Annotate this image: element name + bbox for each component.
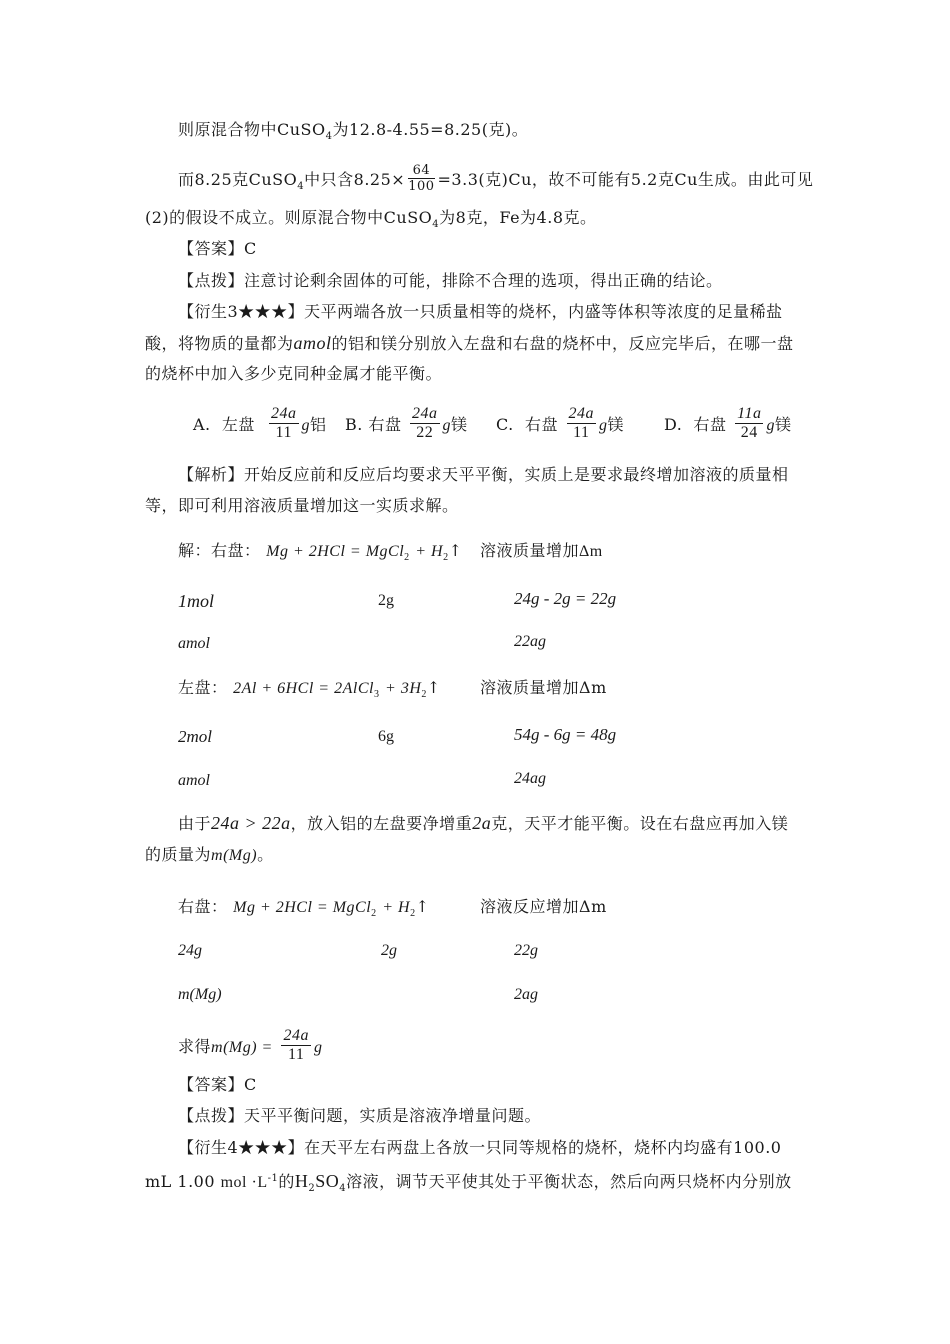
- option-side: 左盘: [221, 415, 255, 434]
- metal: 镁: [774, 415, 792, 434]
- subscript: 4: [339, 1183, 347, 1194]
- label: 求得: [178, 1037, 212, 1056]
- text: 的质量为: [145, 845, 212, 864]
- label: 右盘：: [178, 897, 228, 916]
- option-letter: B.: [345, 415, 363, 434]
- fraction: [408, 163, 434, 194]
- option-letter: C.: [496, 415, 514, 434]
- numerator: 24a: [283, 1027, 309, 1044]
- text: 克，天平才能平衡。设在右盘应再加入镁: [491, 814, 789, 833]
- text: 则原混合物中CuSO: [178, 120, 326, 139]
- result-line: [178, 1029, 322, 1066]
- subscript: 4: [325, 131, 333, 142]
- numerator: 24a: [412, 405, 438, 422]
- fraction: [735, 405, 763, 442]
- subscript: 2: [443, 552, 449, 563]
- fraction: [567, 405, 597, 442]
- equation-tail: [480, 678, 607, 698]
- gas-arrow: ↑: [448, 541, 463, 560]
- denominator: 11: [275, 424, 292, 441]
- metal: 镁: [607, 415, 625, 434]
- unit: g: [313, 1039, 323, 1056]
- variable: amol: [293, 333, 332, 353]
- text: 溶液质量增加: [480, 678, 580, 697]
- text-line: [178, 120, 528, 147]
- text: 溶液质量增加: [480, 541, 580, 560]
- subscript: 2: [371, 908, 377, 919]
- text: 中只含8.25×: [304, 170, 406, 189]
- inequality: 24a > 22a: [211, 813, 291, 833]
- equation: + 3H: [385, 680, 422, 697]
- text: 的: [278, 1172, 295, 1191]
- cell: 54g - 6g = 48g: [514, 725, 617, 744]
- text: =3.3(克)Cu，故不可能有5.2克Cu生成。由此可见: [437, 170, 814, 189]
- subscript: 2: [421, 689, 427, 700]
- fraction: [281, 1027, 311, 1064]
- unit: g: [599, 417, 608, 434]
- option-side: 右盘: [693, 415, 727, 434]
- label: 解：右盘：: [178, 541, 261, 560]
- unit: g: [301, 417, 310, 434]
- gas-arrow: ↑: [415, 897, 430, 916]
- option-d: [664, 407, 791, 444]
- text: 。: [257, 845, 274, 864]
- analysis-line: 等，即可利用溶液质量增加这一实质求解。: [145, 496, 459, 515]
- equation-line: [178, 541, 463, 568]
- cell: 24ag: [514, 770, 546, 787]
- text: 而8.25克CuSO: [178, 170, 298, 189]
- numerator: 24a: [271, 405, 297, 422]
- denominator: 11: [573, 424, 590, 441]
- text: 为12.8-4.55=8.25(克)。: [332, 120, 529, 139]
- subscript: 2: [308, 1183, 316, 1194]
- metal: 镁: [451, 415, 468, 434]
- fraction: [410, 405, 440, 442]
- answer-line: 【答案】C: [178, 239, 257, 258]
- option-letter: D.: [664, 415, 683, 434]
- text: mL 1.00: [145, 1172, 216, 1191]
- question-line: 【衍生4★★★】在天平左右两盘上各放一只同等规格的烧杯，烧杯内均盛有100.0: [178, 1138, 782, 1157]
- gas-arrow: ↑: [426, 678, 441, 697]
- question-line: 的烧杯中加入多少克同种金属才能平衡。: [145, 364, 443, 383]
- text-line: [145, 845, 274, 866]
- subscript: 4: [432, 219, 440, 230]
- text: 的铝和镁分别放入左盘和右盘的烧杯中，反应完毕后，在哪一盘: [331, 334, 794, 353]
- expression: m(Mg) =: [211, 1039, 273, 1056]
- answer-line: 【答案】C: [178, 1075, 257, 1094]
- cell: 22ag: [514, 633, 546, 650]
- text: 溶液，调节天平使其处于平衡状态，然后向两只烧杯内分别放: [346, 1172, 792, 1191]
- denominator: 100: [408, 179, 435, 194]
- subscript: 4: [297, 181, 305, 192]
- label: 左盘：: [178, 678, 228, 697]
- equation-tail: [480, 541, 603, 562]
- cell: 24g - 2g = 22g: [514, 589, 617, 608]
- text: 为8克，Fe为4.8克。: [439, 208, 597, 227]
- cell: amol: [178, 635, 210, 652]
- numerator: 64: [408, 163, 434, 179]
- unit: mol ·L: [220, 1174, 268, 1191]
- question-line: [145, 333, 794, 354]
- text-line: [178, 165, 813, 197]
- superscript: -1: [267, 1173, 279, 1184]
- cell: amol: [178, 772, 210, 789]
- text: 溶液反应增加: [480, 897, 580, 916]
- numerator: 11a: [737, 405, 762, 422]
- option-side: 右盘: [524, 415, 558, 434]
- option-letter: A.: [193, 415, 211, 434]
- equation-line: [178, 678, 441, 705]
- formula: SO: [315, 1171, 340, 1191]
- equation-line: [178, 897, 430, 924]
- cell: 2g: [381, 942, 397, 959]
- cell: 24g: [178, 942, 202, 959]
- equation: Mg + 2HCl = MgCl: [233, 899, 372, 916]
- analysis-line: 【解析】开始反应前和反应后均要求天平平衡，实质上是要求最终增加溶液的质量相: [178, 465, 789, 484]
- equation: 2Al + 6HCl = 2AlCl: [233, 680, 374, 697]
- option-side: 右盘: [368, 415, 402, 434]
- equation: Mg + 2HCl = MgCl: [266, 543, 405, 560]
- text: (2)的假设不成立。则原混合物中CuSO: [145, 208, 433, 227]
- variable: m(Mg): [211, 847, 258, 864]
- formula: H: [294, 1171, 309, 1191]
- metal: 铝: [310, 415, 327, 434]
- denominator: 22: [416, 424, 434, 441]
- subscript: 3: [373, 689, 380, 700]
- text: ，放入铝的左盘要净增重: [290, 814, 473, 833]
- delta-m: Δm: [579, 897, 607, 916]
- question-line: [145, 1169, 792, 1199]
- option-b: [345, 407, 468, 444]
- subscript: 2: [404, 552, 410, 563]
- delta-m: Δm: [579, 543, 603, 560]
- equation-tail: [480, 897, 607, 917]
- text: 由于: [178, 814, 212, 833]
- unit: g: [442, 417, 452, 434]
- cell: 2g: [378, 592, 394, 609]
- numerator: 24a: [568, 405, 595, 422]
- delta-m: Δm: [579, 678, 607, 697]
- fraction: [269, 405, 299, 442]
- text-line: [178, 813, 788, 834]
- denominator: 24: [740, 424, 758, 441]
- cell: 1mol: [178, 591, 214, 611]
- cell: 2mol: [178, 727, 212, 746]
- equation: + H: [382, 899, 411, 916]
- cell: 6g: [378, 728, 394, 745]
- hint-line: 【点拨】天平平衡问题，实质是溶液净增量问题。: [178, 1106, 542, 1125]
- text-line: [145, 208, 597, 235]
- option-a: [193, 407, 327, 444]
- cell: 2ag: [514, 986, 538, 1003]
- cell: 22g: [514, 942, 538, 959]
- option-c: [496, 407, 624, 444]
- cell: m(Mg): [178, 986, 222, 1003]
- text: 酸，将物质的量都为: [145, 334, 294, 353]
- question-line: 【衍生3★★★】天平两端各放一只质量相等的烧杯，内盛等体积等浓度的足量稀盐: [178, 302, 783, 321]
- equation: + H: [415, 543, 444, 560]
- subscript: 2: [410, 908, 416, 919]
- variable: 2a: [472, 813, 492, 833]
- unit: g: [766, 417, 775, 434]
- hint-line: 【点拨】注意讨论剩余固体的可能，排除不合理的选项，得出正确的结论。: [178, 271, 723, 290]
- denominator: 11: [288, 1046, 305, 1063]
